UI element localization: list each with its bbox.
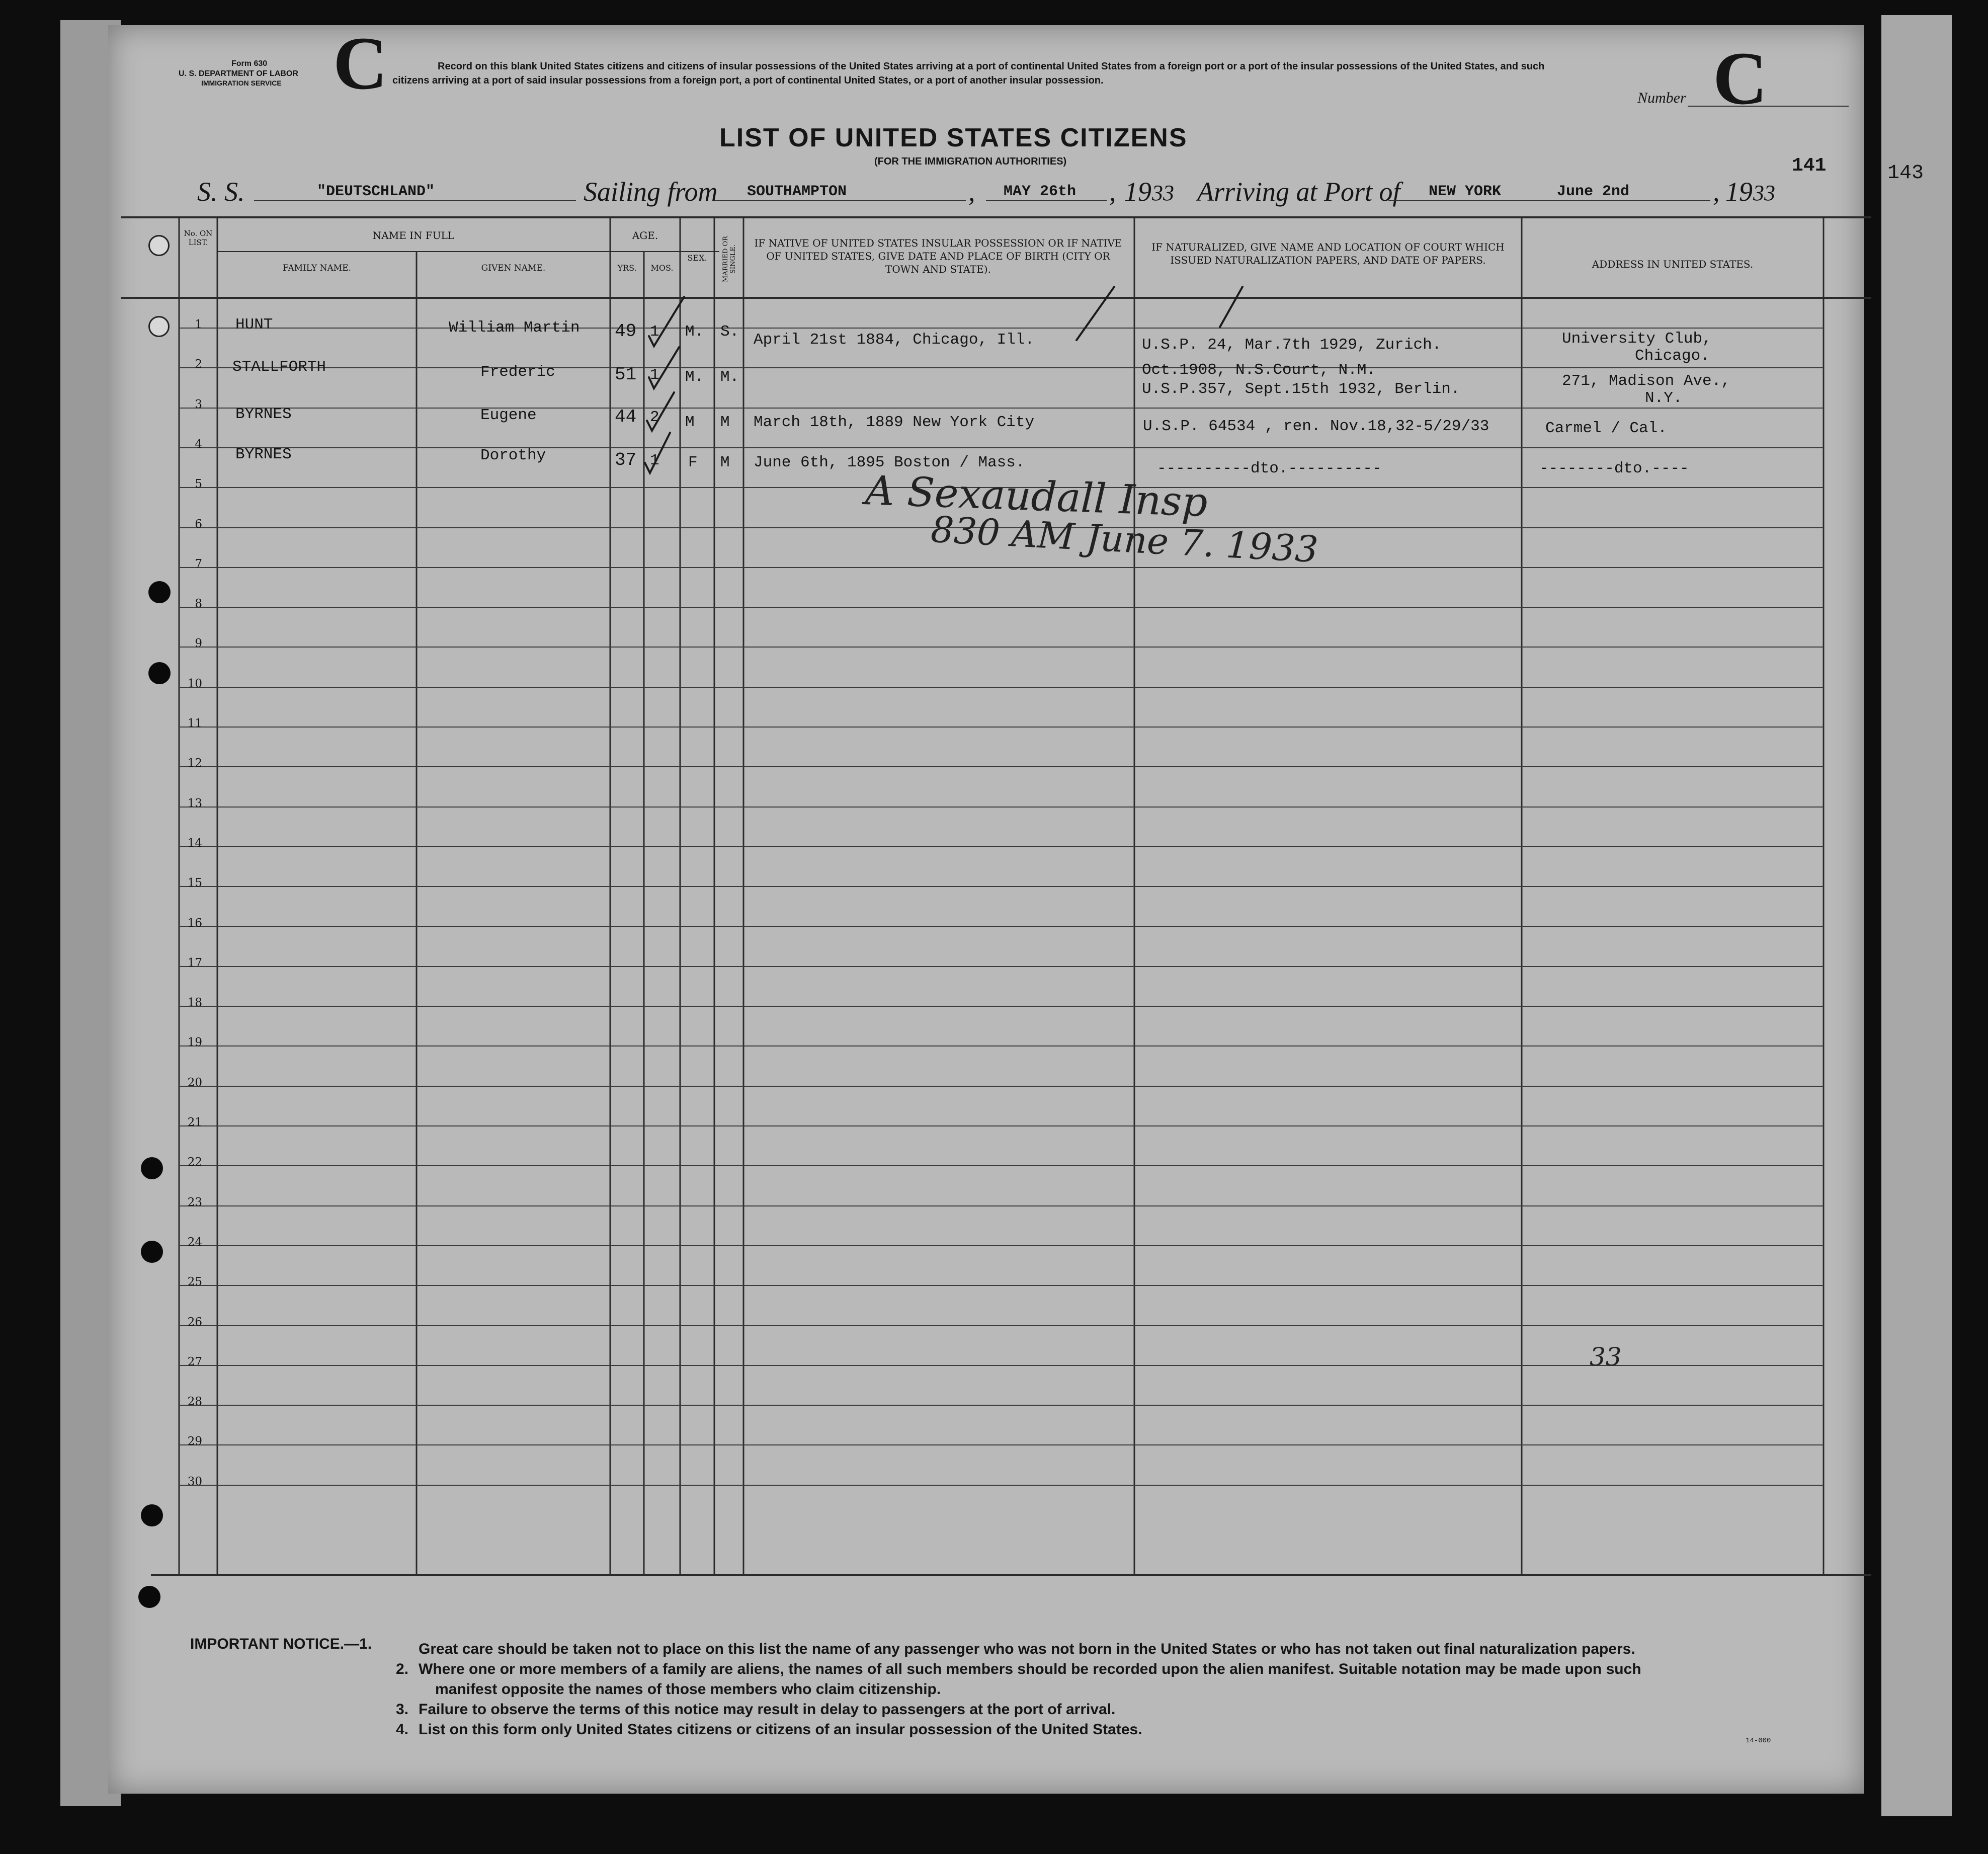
col-address: ADDRESS IN UNITED STATES. — [1592, 258, 1754, 270]
col-no-on-list: No. ON LIST. — [184, 229, 213, 247]
punch-hole — [148, 316, 170, 337]
comma-1: , — [968, 177, 975, 207]
arrival-date: June 2nd — [1557, 183, 1630, 200]
row3-birth: March 18th, 1889 New York City — [754, 414, 1035, 431]
row3-mos: 2 — [650, 409, 659, 426]
row3-sex: M — [685, 414, 695, 431]
row3-family: BYRNES — [235, 406, 292, 423]
row4-address: --------dto.---- — [1539, 460, 1689, 477]
row2-ms: M. — [720, 368, 739, 386]
col-married-single: MARRIED OR SINGLE. — [722, 236, 737, 282]
punch-hole — [148, 662, 171, 684]
row-number: 25 — [187, 1275, 202, 1288]
row4-family: BYRNES — [235, 446, 292, 463]
form-code: 14-000 — [1746, 1737, 1771, 1745]
row3-address: Carmel / Cal. — [1545, 420, 1667, 437]
row-number: 28 — [187, 1395, 202, 1408]
col-mos: MOS. — [650, 263, 674, 273]
ss-label: S. S. — [197, 177, 245, 207]
row-number: 13 — [187, 797, 202, 810]
inspector-signature: A Sexaudall Insp — [864, 467, 1209, 526]
punch-hole — [141, 1157, 163, 1179]
dept-label: U. S. DEPARTMENT OF LABOR — [179, 69, 298, 78]
row1-mos: 1 — [650, 323, 659, 341]
notice-item-2a: Where one or more members of a family are aliens, the names of all such members should be recorded upon the alien manifest. Suitable notation may be made upon such — [419, 1661, 1641, 1677]
punch-hole — [141, 1241, 163, 1263]
row2-naturalized-2: U.S.P.357, Sept.15th 1932, Berlin. — [1142, 380, 1460, 398]
row2-given: Frederic — [480, 363, 555, 381]
stamp-141: 141 — [1792, 155, 1827, 177]
row-number: 30 — [187, 1475, 202, 1488]
row-number: 29 — [187, 1435, 202, 1448]
row1-birth: April 21st 1884, Chicago, Ill. — [754, 331, 1035, 349]
row3-naturalized: U.S.P. 64534 , ren. Nov.18,32-5/29/33 — [1143, 418, 1489, 435]
row2-address-2: N.Y. — [1645, 389, 1683, 407]
margin-mark: 33 — [1590, 1342, 1622, 1372]
row1-family: HUNT — [235, 316, 273, 334]
row2-family: STALLFORTH — [232, 358, 326, 376]
row3-yrs: 44 — [615, 407, 637, 427]
punch-hole — [138, 1586, 160, 1608]
row1-address-2: Chicago. — [1635, 347, 1710, 365]
row-number: 20 — [187, 1076, 202, 1089]
row1-yrs: 49 — [615, 321, 637, 342]
stamp-143: 143 — [1887, 162, 1924, 185]
service-label: IMMIGRATION SERVICE — [201, 79, 282, 87]
row-number: 2 — [195, 358, 202, 371]
notice-item-4-num: 4. — [396, 1721, 409, 1738]
row2-yrs: 51 — [615, 364, 637, 385]
row-number: 19 — [187, 1036, 202, 1049]
row-number: 11 — [187, 717, 202, 730]
row4-naturalized: ----------dto.---------- — [1157, 460, 1382, 477]
punch-hole — [148, 235, 170, 256]
row2-address: 271, Madison Ave., — [1562, 372, 1730, 390]
row3-given: Eugene — [480, 407, 537, 424]
row3-ms: M — [720, 414, 730, 431]
row1-ms: S. — [720, 323, 739, 341]
row-number: 23 — [187, 1196, 202, 1209]
row-number: 12 — [187, 757, 202, 770]
notice-heading: IMPORTANT NOTICE.—1. — [190, 1636, 372, 1652]
comma-2: , — [1109, 177, 1116, 207]
arriving-label: Arriving at Port of — [1197, 177, 1400, 207]
row-number: 6 — [195, 518, 202, 531]
arrival-port: NEW YORK — [1429, 183, 1502, 200]
row-number: 18 — [187, 996, 202, 1009]
form-number: Form 630 — [231, 59, 268, 68]
number-label: Number — [1637, 90, 1686, 106]
row-number: 14 — [187, 837, 202, 850]
row-number: 16 — [187, 917, 202, 930]
col-yrs: YRS. — [617, 263, 637, 273]
form-instructions: Record on this blank United States citizens and citizens of insular possessions of the United States arriving at a port of continental United States from a foreign port or a port of the insular possessions of the United States, and such citizens arriving at a port of said insular possessions from a foreign port, a port of continental United States, or a port of another insular possession. — [392, 61, 1545, 86]
form-letter-left: C — [333, 22, 388, 105]
row-number: 3 — [195, 398, 202, 411]
notice-item-2-num: 2. — [396, 1661, 409, 1677]
row1-given: William Martin — [449, 319, 580, 337]
form-letter-right: C — [1713, 37, 1768, 120]
row-number: 8 — [195, 597, 202, 610]
notice-item-4: List on this form only United States citizens or citizens of an insular possession of the United States. — [419, 1721, 1142, 1738]
row-number: 17 — [187, 956, 202, 970]
col-given-name: GIVEN NAME. — [481, 263, 546, 273]
row4-ms: M — [720, 454, 730, 471]
ship-name: "DEUTSCHLAND" — [317, 183, 435, 200]
row-number: 9 — [195, 637, 202, 650]
row-number: 1 — [195, 318, 202, 331]
row2-naturalized: Oct.1908, N.S.Court, N.M. — [1142, 361, 1376, 379]
sailing-from-label: Sailing from — [584, 177, 718, 207]
row-number: 26 — [187, 1316, 202, 1329]
row-number: 5 — [195, 477, 202, 491]
punch-hole — [141, 1504, 163, 1526]
row-number: 22 — [187, 1156, 202, 1169]
col-name-in-full: NAME IN FULL — [372, 229, 455, 241]
col-naturalized: IF NATURALIZED, GIVE NAME AND LOCATION OF COURT WHICH ISSUED NATURALIZATION PAPERS, AND DATE OF PAPERS. — [1151, 241, 1505, 266]
col-native-birth: IF NATIVE OF UNITED STATES INSULAR POSSESSION OR IF NATIVE OF UNITED STATES, GIVE DATE AND PLACE OF BIRTH (CITY OR TOWN AND STATE). — [754, 237, 1122, 275]
sail-date: MAY 26th — [1004, 183, 1076, 200]
row-number: 10 — [187, 677, 202, 690]
page-title: LIST OF UNITED STATES CITIZENS — [719, 123, 1188, 152]
row2-sex: M. — [685, 368, 704, 386]
comma-3: , — [1713, 177, 1720, 207]
punch-hole — [148, 581, 171, 603]
notice-item-2b: manifest opposite the names of those members who claim citizenship. — [435, 1681, 941, 1698]
arrival-year: 33 — [1753, 181, 1775, 205]
notice-item-3-num: 3. — [396, 1701, 409, 1718]
row4-sex: F — [688, 454, 698, 471]
sail-year-prefix: 19 — [1124, 177, 1151, 207]
row1-address: University Club, — [1562, 330, 1712, 348]
row1-naturalized: U.S.P. 24, Mar.7th 1929, Zurich. — [1142, 336, 1442, 354]
from-port: SOUTHAMPTON — [747, 183, 847, 200]
row-number: 7 — [195, 557, 202, 571]
row-number: 15 — [187, 876, 202, 890]
col-sex: SEX. — [687, 253, 707, 263]
row4-mos: 1 — [650, 452, 659, 469]
row-number: 4 — [195, 438, 202, 451]
row1-sex: M. — [685, 323, 704, 341]
page-subtitle: (FOR THE IMMIGRATION AUTHORITIES) — [874, 156, 1067, 167]
notice-item-3: Failure to observe the terms of this notice may result in delay to passengers at the port of arrival. — [419, 1701, 1116, 1718]
notice-item-1: Great care should be taken not to place on this list the name of any passenger who was not born in the United States or who has not taken out final naturalization papers. — [419, 1641, 1635, 1657]
row-number: 21 — [187, 1116, 202, 1129]
arrival-year-prefix: 19 — [1725, 177, 1753, 207]
row-number: 27 — [187, 1355, 202, 1368]
row4-given: Dorothy — [480, 447, 546, 464]
row-number: 24 — [187, 1236, 202, 1249]
inspection-time-date: 830 AM June 7. 1933 — [930, 508, 1319, 571]
row2-mos: 1 — [650, 366, 659, 384]
col-family-name: FAMILY NAME. — [283, 263, 351, 273]
row4-birth: June 6th, 1895 Boston / Mass. — [754, 454, 1025, 471]
sail-year: 33 — [1152, 181, 1174, 205]
row4-yrs: 37 — [615, 450, 637, 470]
col-age: AGE. — [632, 229, 658, 241]
